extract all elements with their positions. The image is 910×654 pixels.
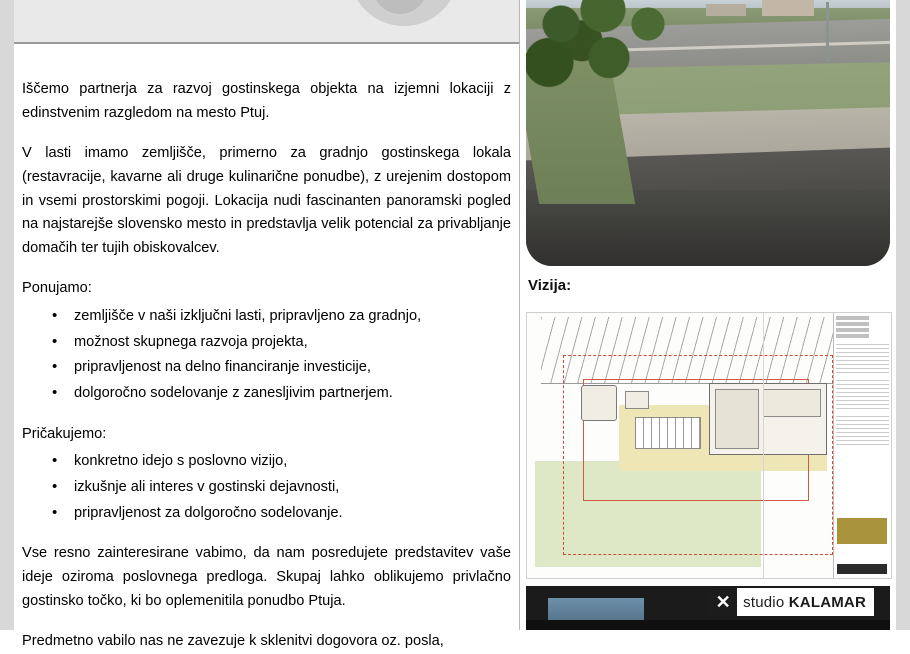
plan-structure-circle: [581, 385, 617, 421]
legend-table-block: [836, 380, 889, 410]
legend-studio-logo: [837, 564, 887, 574]
plan-building-room-b: [763, 389, 821, 417]
legend-text-line: [836, 316, 889, 320]
photo-tree-foliage: [526, 0, 666, 108]
list-item: • izkušnje ali interes v gostinski dejavnosti,: [74, 476, 511, 500]
expect-list: [22, 450, 511, 525]
site-plan-drawing: [526, 312, 892, 579]
offer-list: [22, 305, 511, 406]
legend-table-block: [836, 344, 889, 374]
offer-heading: Ponujamo:: [22, 280, 92, 297]
list-item: • možnost skupnega razvoja projekta,: [74, 331, 511, 355]
kalamar-name-text: KALAMAR: [788, 593, 866, 611]
legend-table-block: [836, 416, 889, 446]
legend-text-line: [836, 328, 889, 332]
legend-text-line: [836, 334, 889, 338]
page-right-margin: [896, 0, 910, 630]
legend-text-line: [836, 322, 889, 326]
closing-paragraph-2: Predmetno vabilo nas ne zavezuje k sklenitvi dogovora oz. posla,: [22, 633, 444, 650]
photo-building-far: [706, 4, 746, 16]
legend-gold-field: [837, 518, 887, 544]
closing-paragraph-1: Vse resno zainteresirane vabimo, da nam posredujete predstavitev vaše ideje oziroma poslovnega predloga. Skupaj lahko oblikujemo privlačno gostinsko točko, ki bo oplemenitila ponudbo Ptuja.: [22, 545, 511, 609]
intro-paragraph-1: Iščemo partnerja za razvoj gostinskega objekta na izjemni lokaciji z edinstvenim razgledom na mesto Ptuj.: [22, 81, 511, 121]
plan-grid-line: [763, 313, 764, 578]
document-header-banner: [14, 0, 519, 44]
plan-building-room-a: [715, 389, 759, 449]
interior-render: [526, 586, 890, 630]
kalamar-studio-text: studio: [743, 593, 789, 611]
plan-legend-panel: [833, 313, 891, 578]
list-item: • pripravljenost na delno financiranje investicije,: [74, 356, 511, 380]
photo-pole: [826, 2, 829, 62]
photo-building: [762, 0, 814, 16]
list-item: • zemljišče v naši izključni lasti, pripravljeno za gradnjo,: [74, 305, 511, 329]
studio-kalamar-logo: [709, 588, 874, 616]
list-item: • konkretno idejo s poslovno vizijo,: [74, 450, 511, 474]
list-item: • pripravljenost za dolgoročno sodelovanje.: [74, 502, 511, 526]
document-image-column: [520, 0, 896, 630]
kalamar-wordmark: [743, 594, 866, 611]
kalamar-x-icon: ✕: [709, 588, 737, 616]
intro-paragraph-2: V lasti imamo zemljišče, primerno za gradnjo gostinskega lokala (restavracije, kavarne ali druge kulinarične ponudbe), z urejenim dostopom in vsemi prostorskimi pogoji. Lokacija nudi fascinanten panoramski pogled na najstarejše slovensko mesto in predstavlja velik potencial za privabljanje domačih ter tujih obiskovalcev.: [22, 145, 511, 256]
vision-caption: Vizija:: [528, 277, 572, 294]
plan-structure-small: [625, 391, 649, 409]
page-left-margin: [0, 0, 14, 630]
document-text-column: [14, 44, 519, 650]
list-item: • dolgoročno sodelovanje z zanesljivim partnerjem.: [74, 382, 511, 406]
aerial-road-photo: [526, 0, 890, 266]
plan-parking-cells: [635, 417, 701, 449]
expect-heading: Pričakujemo:: [22, 425, 107, 442]
render-floor: [526, 620, 890, 630]
